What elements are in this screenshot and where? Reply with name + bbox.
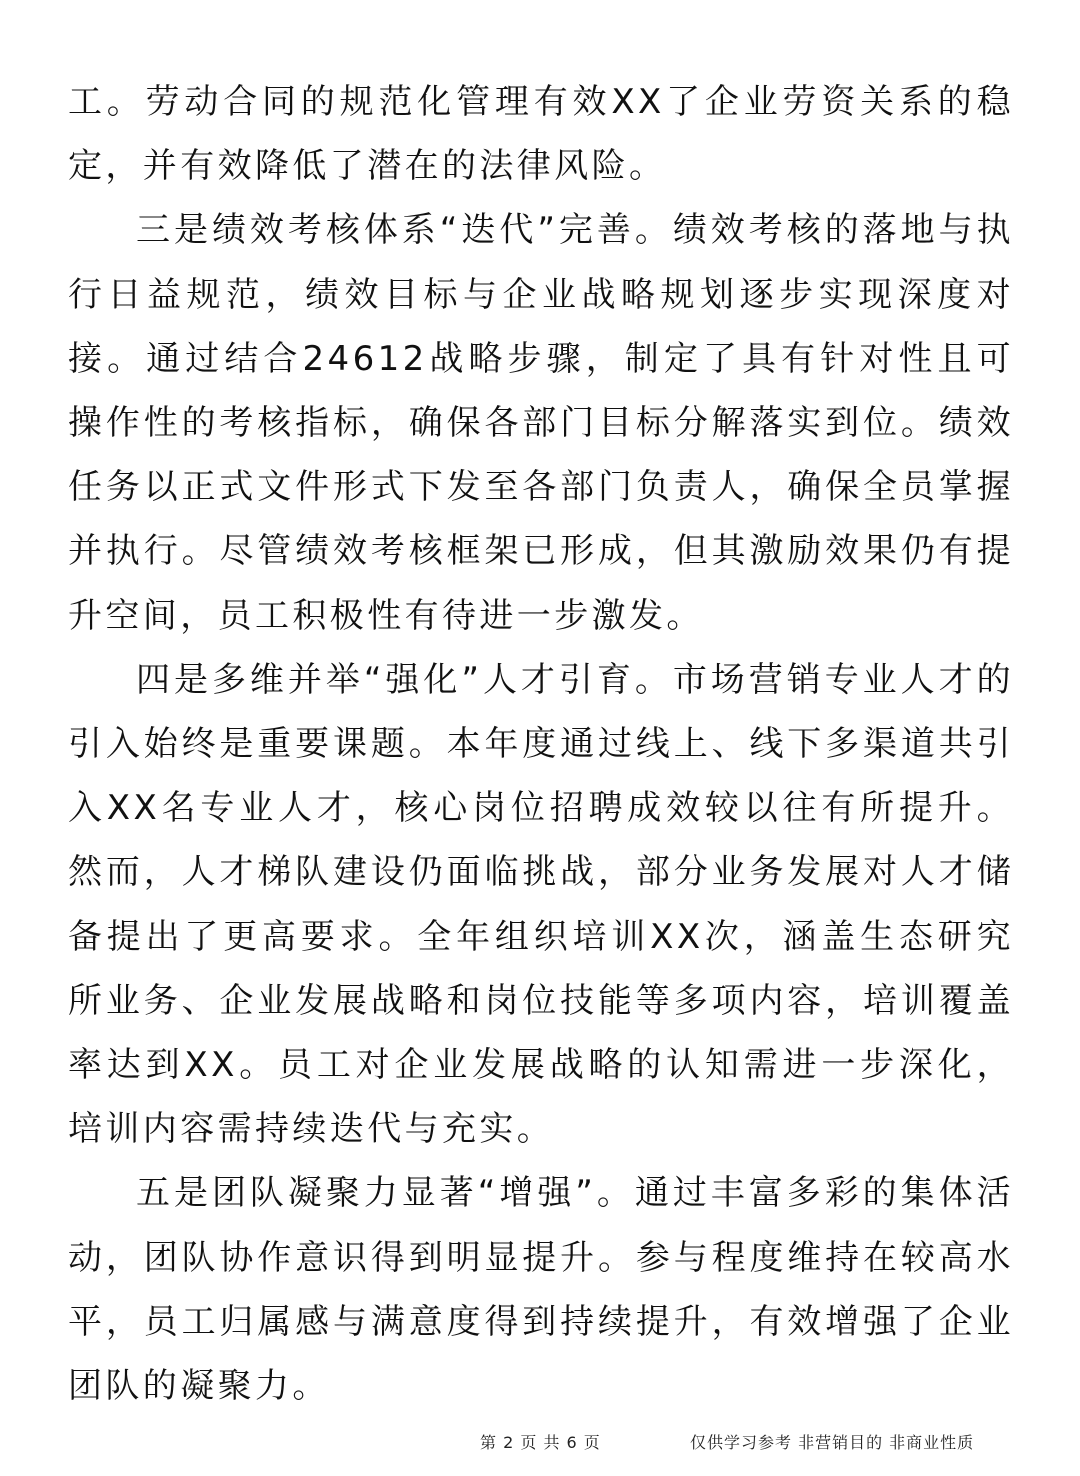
paragraph-performance-review: 三是绩效考核体系“迭代”完善。绩效考核的落地与执行日益规范，绩效目标与企业战略规划逐步实现深度对接。通过结合24612战略步骤，制定了具有针对性且可操作性的考核指标，确保各部门目标分解落实到位。绩效任务以正式文件形式下发至各部门负责人，确保全员掌握并执行。尽管绩效考核框架已形成，但其激励效果仍有提升空间，员工积极性有待进一步激发。	[68, 210, 1014, 636]
paragraph-team-cohesion: 五是团队凝聚力显著“增强”。通过丰富多彩的集体活动，团队协作意识得到明显提升。参与程度维持在较高水平，员工归属感与满意度得到持续提升，有效增强了企业团队的凝聚力。	[68, 1173, 1014, 1407]
page-number: 第 2 页 共 6 页	[480, 1433, 601, 1452]
footer-disclaimer: 仅供学习参考 非营销目的 非商业性质	[690, 1433, 975, 1452]
paragraph-talent-development: 四是多维并举“强化”人才引育。市场营销专业人才的引入始终是重要课题。本年度通过线上、线下多渠道共引入XX名专业人才，核心岗位招聘成效较以往有所提升。然而，人才梯队建设仍面临挑战，部分业务发展对人才储备提出了更高要求。全年组织培训XX次，涵盖生态研究所业务、企业发展战略和岗位技能等多项内容，培训覆盖率达到XX。员工对企业发展战略的认知需进一步深化，培训内容需持续迭代与充实。	[68, 659, 1014, 1150]
paragraph-continuation: 工。劳动合同的规范化管理有效XX了企业劳资关系的稳定，并有效降低了潜在的法律风险。	[68, 82, 1014, 187]
page-footer	[0, 1430, 1080, 1460]
document-body	[68, 70, 1014, 1418]
